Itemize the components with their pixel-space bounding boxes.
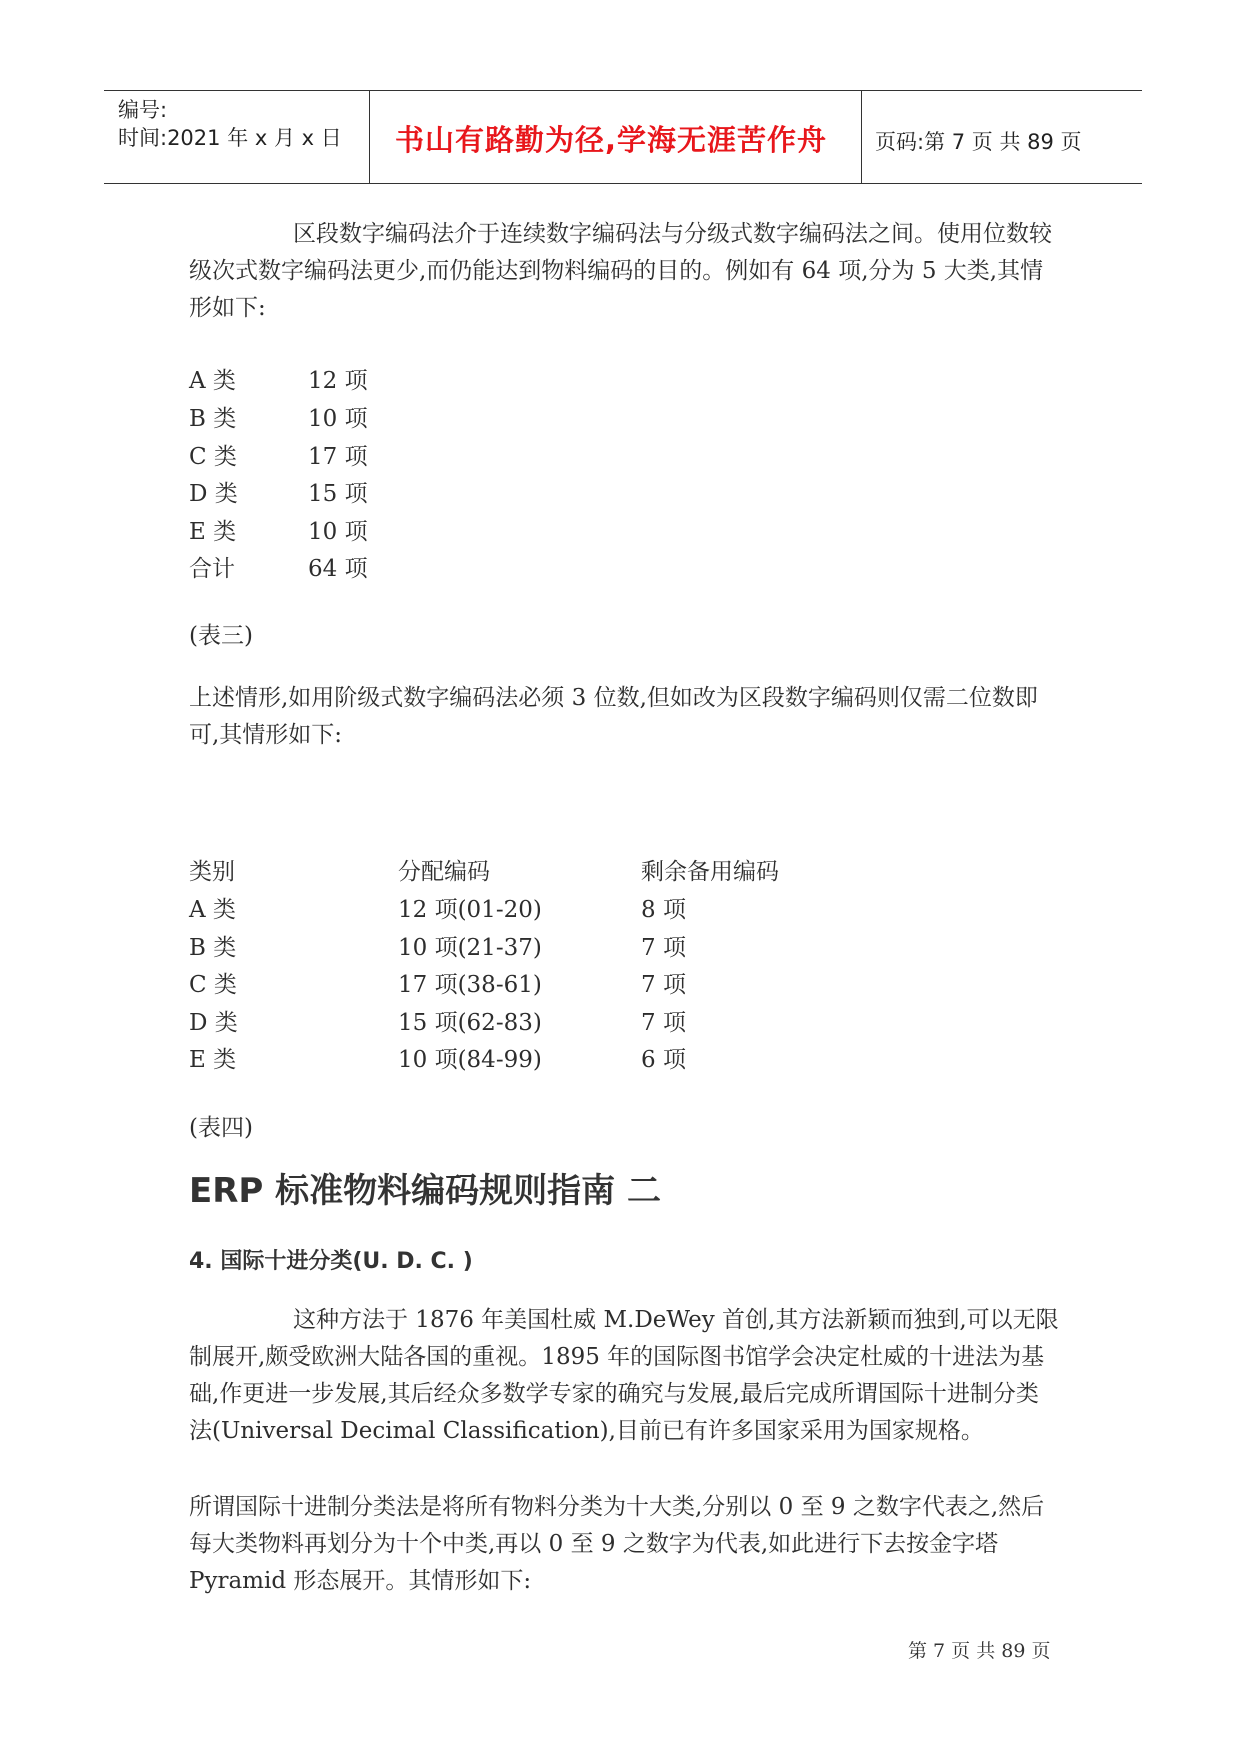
- table3-row-count: 17 项: [308, 444, 368, 470]
- header-divider-left: [369, 90, 370, 183]
- table3-row-category: E 类: [189, 519, 237, 545]
- header-divider-right: [861, 90, 862, 183]
- table4-cell: 10 项(84-99): [398, 1047, 542, 1073]
- table3-row-category: D 类: [189, 481, 238, 507]
- section-subheading: 4. 国际十进分类(U. D. C. ): [189, 1249, 473, 1274]
- section-paragraph-1: [189, 1302, 1059, 1450]
- table3-row-count: 10 项: [308, 519, 368, 545]
- intro-paragraph-text: 区段数字编码法介于连续数字编码法与分级式数字编码法之间。使用位数较级次式数字编码法更少,而仍能达到物料编码的目的。例如有 64 项,分为 5 大类,其情形如下:: [189, 221, 1052, 321]
- section-heading: ERP 标准物料编码规则指南 二: [189, 1171, 661, 1211]
- table4-cell: 7 项: [641, 935, 686, 961]
- middle-paragraph: [189, 680, 1059, 754]
- table3-row-count: 12 项: [308, 368, 368, 394]
- table3-row-category: C 类: [189, 444, 237, 470]
- table4-cell: A 类: [189, 897, 236, 923]
- table3-row-category: B 类: [189, 406, 237, 432]
- section-paragraph-2-text: 所谓国际十进制分类法是将所有物料分类为十大类,分别以 0 至 9 之数字代表之,然后每大类物料再划分为十个中类,再以 0 至 9 之数字为代表,如此进行下去按金字塔 Pyramid 形态展开。其情形如下:: [189, 1494, 1045, 1594]
- table4-cell: 8 项: [641, 897, 686, 923]
- header-motto: 书山有路勤为径,学海无涯苦作舟: [395, 123, 828, 157]
- intro-paragraph: [189, 216, 1059, 327]
- table4-caption: (表四): [189, 1115, 253, 1141]
- table4-header-category: 类别: [189, 859, 235, 885]
- page-footer: 第 7 页 共 89 页: [908, 1640, 1051, 1662]
- table3-row-count: 15 项: [308, 481, 368, 507]
- table4-cell: 7 项: [641, 972, 686, 998]
- table4-cell: C 类: [189, 972, 237, 998]
- table4-header-assigned: 分配编码: [398, 859, 490, 885]
- table4-header-reserve: 剩余备用编码: [641, 859, 779, 885]
- header-number-label: 编号:: [118, 98, 168, 122]
- header-page-label: 页码:第 7 页 共 89 页: [875, 130, 1082, 154]
- table4-cell: B 类: [189, 935, 237, 961]
- middle-paragraph-text: 上述情形,如用阶级式数字编码法必须 3 位数,但如改为区段数字编码则仅需二位数即可,其情形如下:: [189, 685, 1038, 748]
- header-top-rule: [104, 90, 1142, 91]
- section-paragraph-2: [189, 1489, 1059, 1600]
- table4-cell: D 类: [189, 1010, 238, 1036]
- table4-cell: 7 项: [641, 1010, 686, 1036]
- table3-row-category: A 类: [189, 368, 236, 394]
- header-bottom-rule: [104, 183, 1142, 184]
- table4-cell: 12 项(01-20): [398, 897, 542, 923]
- header-time-label: 时间:2021 年 x 月 x 日: [118, 126, 342, 150]
- table3-row-category: 合计: [189, 556, 235, 582]
- table3-caption: (表三): [189, 623, 253, 649]
- section-paragraph-1-text: 这种方法于 1876 年美国杜威 M.DeWey 首创,其方法新颖而独到,可以无限制展开,颇受欧洲大陆各国的重视。1895 年的国际图书馆学会决定杜威的十进法为基础,作更进一步发展,其后经众多数学专家的确究与发展,最后完成所谓国际十进制分类法(Universal Decimal Classification),目前已有许多国家采用为国家规格。: [189, 1307, 1059, 1444]
- table3-row-count: 64 项: [308, 556, 368, 582]
- table4-cell: 15 项(62-83): [398, 1010, 542, 1036]
- table4-cell: 17 项(38-61): [398, 972, 542, 998]
- table4-cell: 6 项: [641, 1047, 686, 1073]
- table3-row-count: 10 项: [308, 406, 368, 432]
- table4-cell: 10 项(21-37): [398, 935, 542, 961]
- table4-cell: E 类: [189, 1047, 237, 1073]
